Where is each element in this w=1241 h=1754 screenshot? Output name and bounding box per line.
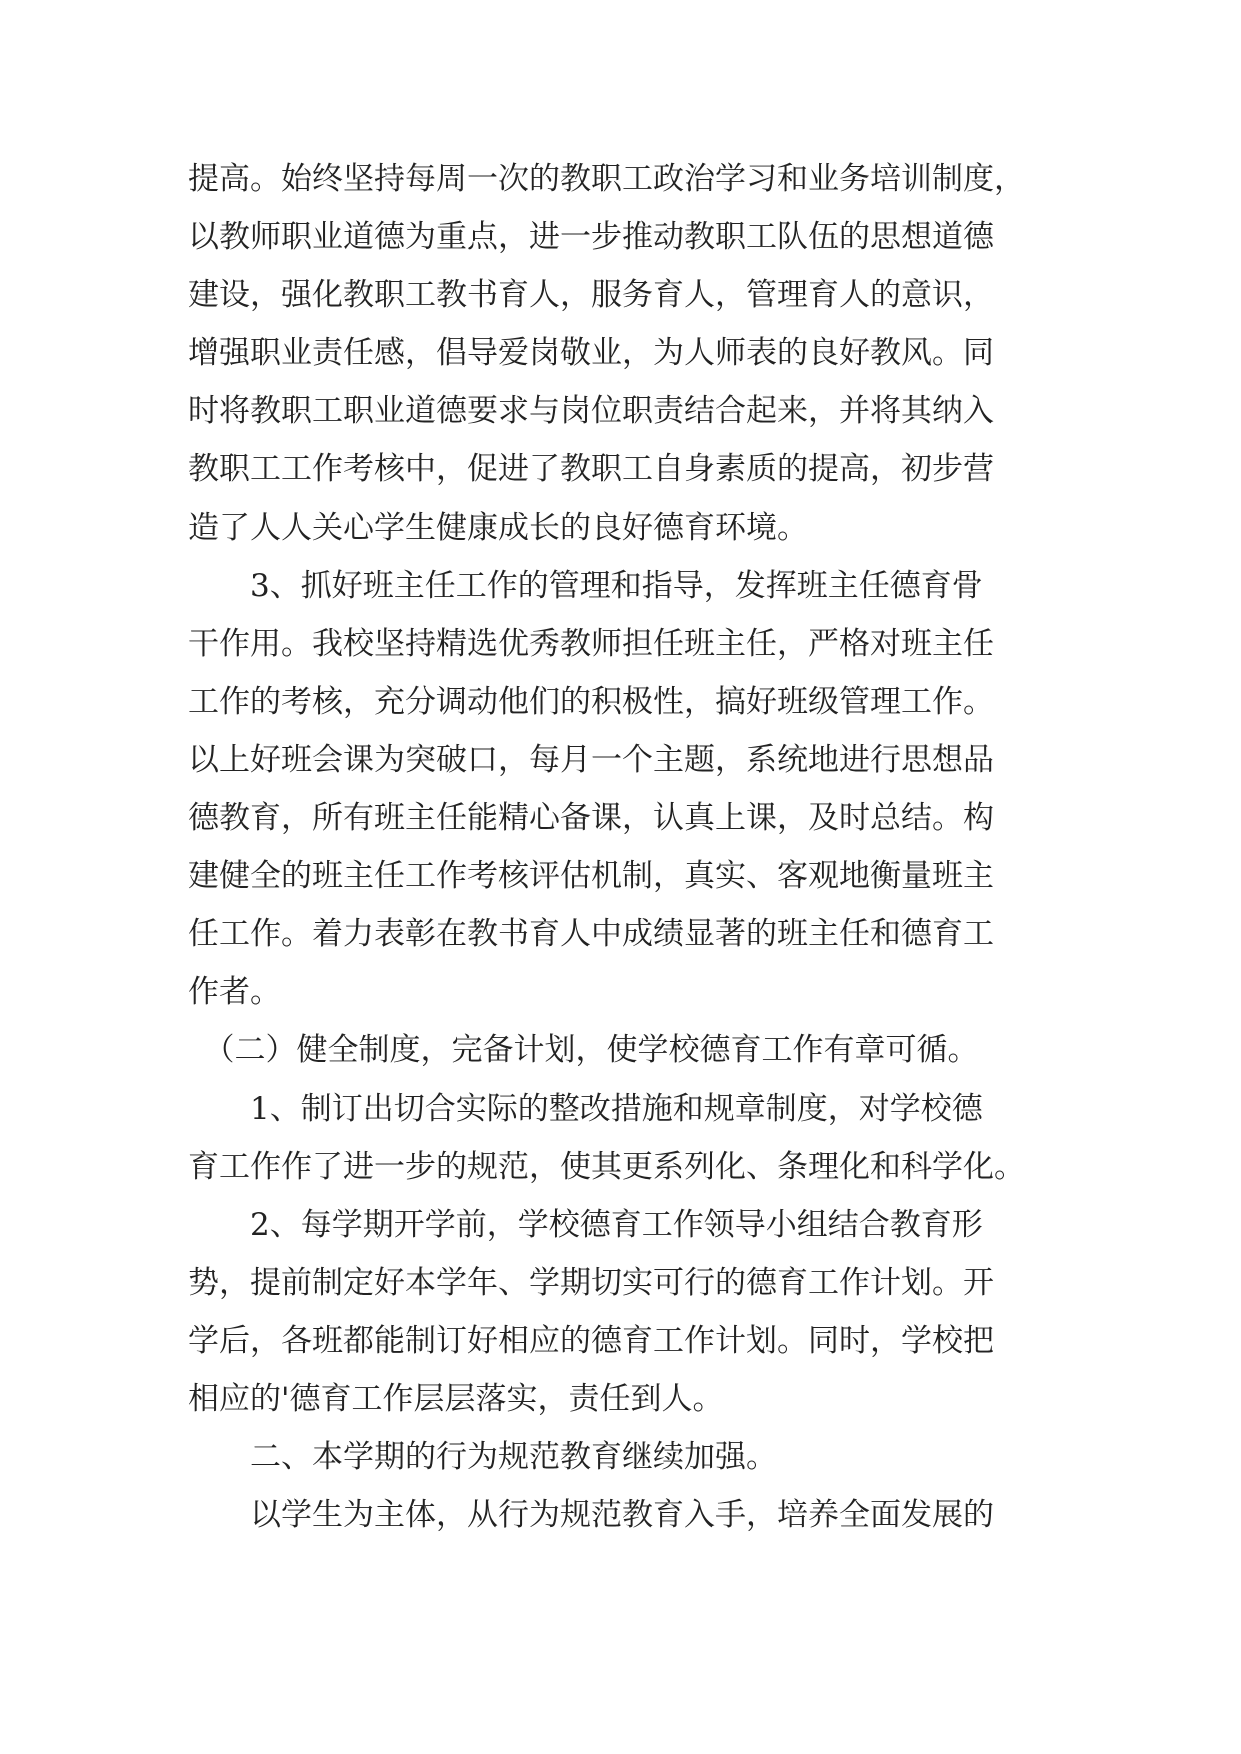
- text-line-20: 势，提前制定好本学年、学期切实可行的德育工作计划。开: [188, 1264, 994, 1301]
- text-line-13: 建健全的班主任工作考核评估机制，真实、客观地衡量班主: [188, 858, 994, 895]
- text-line-11: 以上好班会课为突破口，每月一个主题，系统地进行思想品: [188, 741, 994, 778]
- text-line-7: 造了人人关心学生健康成长的良好德育环境。: [188, 509, 808, 546]
- text-line-15: 作者。: [188, 974, 281, 1011]
- text-line-3: 建设，强化教职工教书育人，服务育人，管理育人的意识，: [188, 277, 994, 314]
- text-line-21: 学后，各班都能制订好相应的德育工作计划。同时，学校把: [188, 1322, 994, 1359]
- text-line-23: 二、本学期的行为规范教育继续加强。: [188, 1439, 777, 1476]
- text-line-18: 育工作作了进一步的规范，使其更系列化、条理化和科学化。: [188, 1148, 1025, 1185]
- text-line-14: 任工作。着力表彰在教书育人中成绩显著的班主任和德育工: [188, 916, 994, 953]
- text-line-5: 时将教职工职业道德要求与岗位职责结合起来，并将其纳入: [188, 393, 994, 430]
- text-line-1: 提高。始终坚持每周一次的教职工政治学习和业务培训制度，: [188, 161, 1025, 197]
- text-line-2: 以教师职业道德为重点，进一步推动教职工队伍的思想道德: [188, 219, 994, 256]
- text-line-10: 工作的考核，充分调动他们的积极性，搞好班级管理工作。: [188, 683, 994, 720]
- text-line-9: 干作用。我校坚持精选优秀教师担任班主任，严格对班主任: [188, 625, 994, 662]
- text-line-19: 2、每学期开学前，学校德育工作领导小组结合教育形: [188, 1206, 983, 1243]
- text-line-16: （二）健全制度，完备计划，使学校德育工作有章可循。: [188, 1032, 979, 1069]
- text-line-12: 德教育，所有班主任能精心备课，认真上课，及时总结。构: [188, 800, 994, 837]
- text-line-24: 以学生为主体，从行为规范教育入手，培养全面发展的: [188, 1497, 994, 1534]
- text-line-17: 1、制订出切合实际的整改措施和规章制度，对学校德: [188, 1090, 983, 1127]
- text-line-6: 教职工工作考核中，促进了教职工自身素质的提高，初步营: [188, 451, 994, 488]
- body-text: [188, 150, 1088, 1544]
- text-line-8: 3、抓好班主任工作的管理和指导，发挥班主任德育骨: [188, 567, 983, 604]
- text-line-22: 相应的'德育工作层层落实，责任到人。: [188, 1380, 724, 1417]
- text-line-4: 增强职业责任感，倡导爱岗敬业，为人师表的良好教风。同: [188, 335, 994, 372]
